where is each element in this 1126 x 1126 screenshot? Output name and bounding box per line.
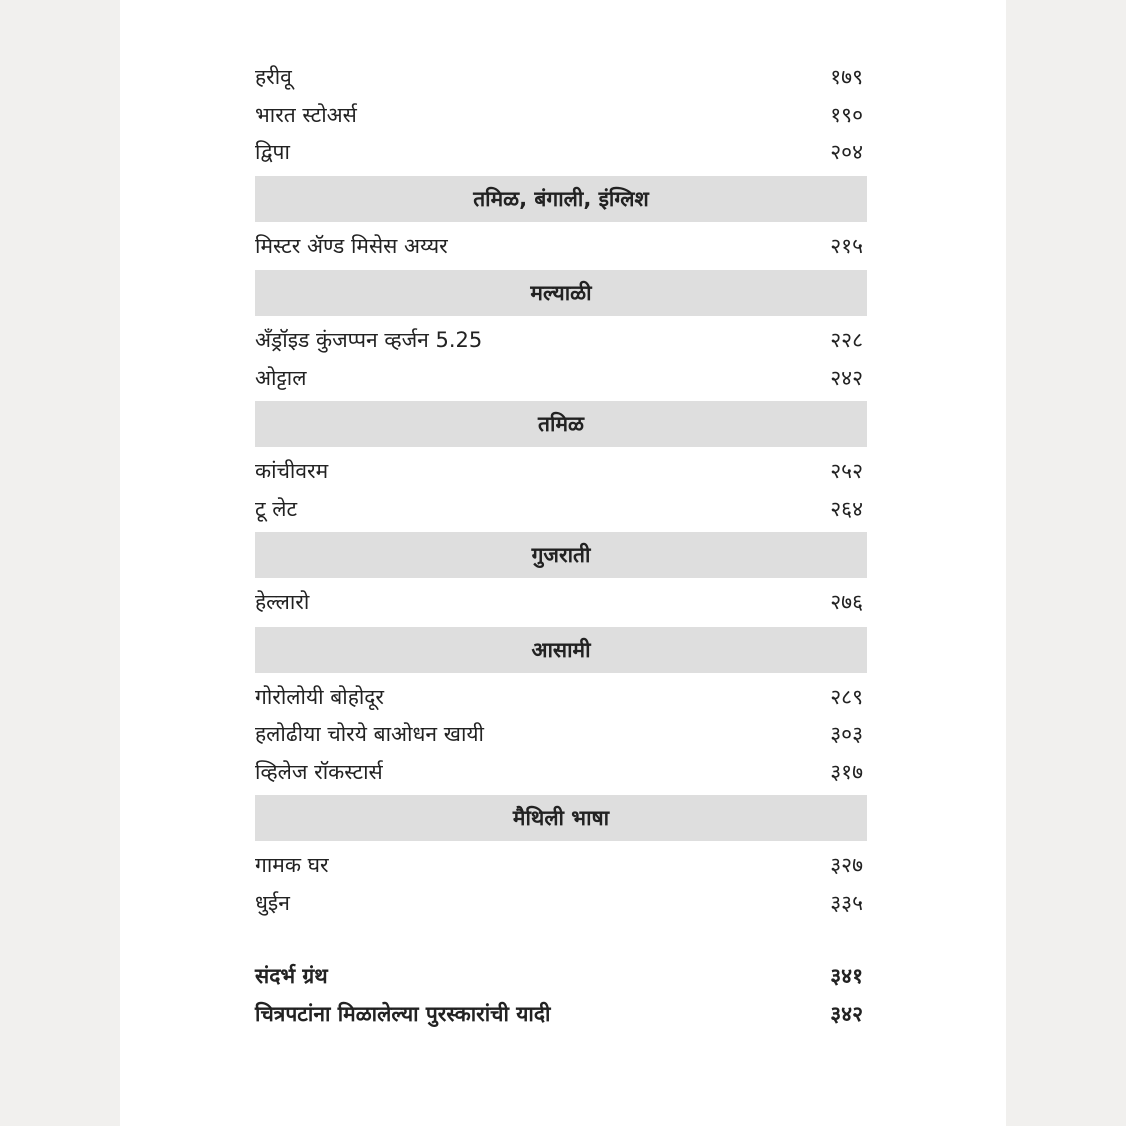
entry-page: १९० — [830, 102, 863, 127]
toc-entry[interactable] — [255, 228, 867, 266]
toc-entry[interactable] — [255, 584, 867, 622]
table-of-contents — [255, 59, 867, 1033]
section-header: मैथिली भाषा — [255, 795, 867, 841]
entry-title: अँड्रॉइड कुंजप्पन व्हर्जन 5.25 — [255, 328, 483, 352]
entry-title: टू लेट — [255, 496, 298, 521]
entry-title: हरीवू — [255, 65, 292, 89]
entry-page: २१५ — [830, 233, 863, 258]
entry-page: ३४१ — [830, 964, 863, 988]
section-header: गुजराती — [255, 532, 867, 578]
spacer — [255, 922, 867, 958]
entry-title: भारत स्टोअर्स — [255, 102, 357, 127]
toc-entry[interactable] — [255, 679, 867, 717]
toc-entry[interactable] — [255, 847, 867, 885]
entry-title: हलोढीया चोरये बाओधन खायी — [255, 722, 484, 746]
entry-page: २५२ — [830, 459, 863, 483]
entry-page: २६४ — [830, 496, 863, 521]
entry-page: २२८ — [830, 328, 863, 352]
entry-title: संदर्भ ग्रंथ — [255, 964, 328, 988]
toc-entry[interactable] — [255, 134, 867, 172]
entry-title: व्हिलेज रॉकस्टार्स — [255, 759, 383, 784]
entry-title: मिस्टर ॲण्ड मिसेस अय्यर — [255, 233, 448, 258]
toc-entry-bibliography[interactable] — [255, 958, 867, 996]
toc-entry[interactable] — [255, 491, 867, 529]
entry-title: गोरोलोयी बोहोदूर — [255, 684, 385, 709]
entry-title: द्विपा — [255, 140, 290, 164]
entry-title: कांचीवरम — [255, 459, 329, 483]
entry-page: २८९ — [830, 684, 863, 709]
entry-page: १७९ — [830, 65, 863, 89]
entry-page: ३०३ — [830, 722, 863, 746]
entry-page: ३१७ — [830, 759, 863, 784]
toc-entry[interactable] — [255, 97, 867, 135]
toc-entry[interactable] — [255, 59, 867, 97]
toc-entry[interactable] — [255, 885, 867, 923]
toc-entry[interactable] — [255, 716, 867, 754]
toc-entry[interactable] — [255, 453, 867, 491]
entry-page: २०४ — [830, 140, 863, 164]
entry-page: २७६ — [830, 590, 863, 614]
toc-entry-awards-list[interactable] — [255, 996, 867, 1034]
section-header: तमिळ — [255, 401, 867, 447]
entry-page: ३२७ — [830, 853, 863, 877]
book-page — [120, 0, 1006, 1126]
entry-title: चित्रपटांना मिळालेल्या पुरस्कारांची यादी — [255, 1001, 551, 1026]
section-header: आसामी — [255, 627, 867, 673]
entry-page: ३४२ — [830, 1001, 863, 1026]
toc-entry[interactable] — [255, 322, 867, 360]
entry-title: गामक घर — [255, 853, 329, 877]
toc-entry[interactable] — [255, 360, 867, 398]
entry-page: २४२ — [830, 365, 863, 390]
section-header: मल्याळी — [255, 270, 867, 316]
entry-title: ओट्टाल — [255, 365, 307, 390]
section-header: तमिळ, बंगाली, इंग्लिश — [255, 176, 867, 222]
entry-title: हेल्लारो — [255, 590, 310, 614]
entry-page: ३३५ — [830, 890, 863, 915]
toc-entry[interactable] — [255, 754, 867, 792]
entry-title: धुईन — [255, 890, 290, 915]
